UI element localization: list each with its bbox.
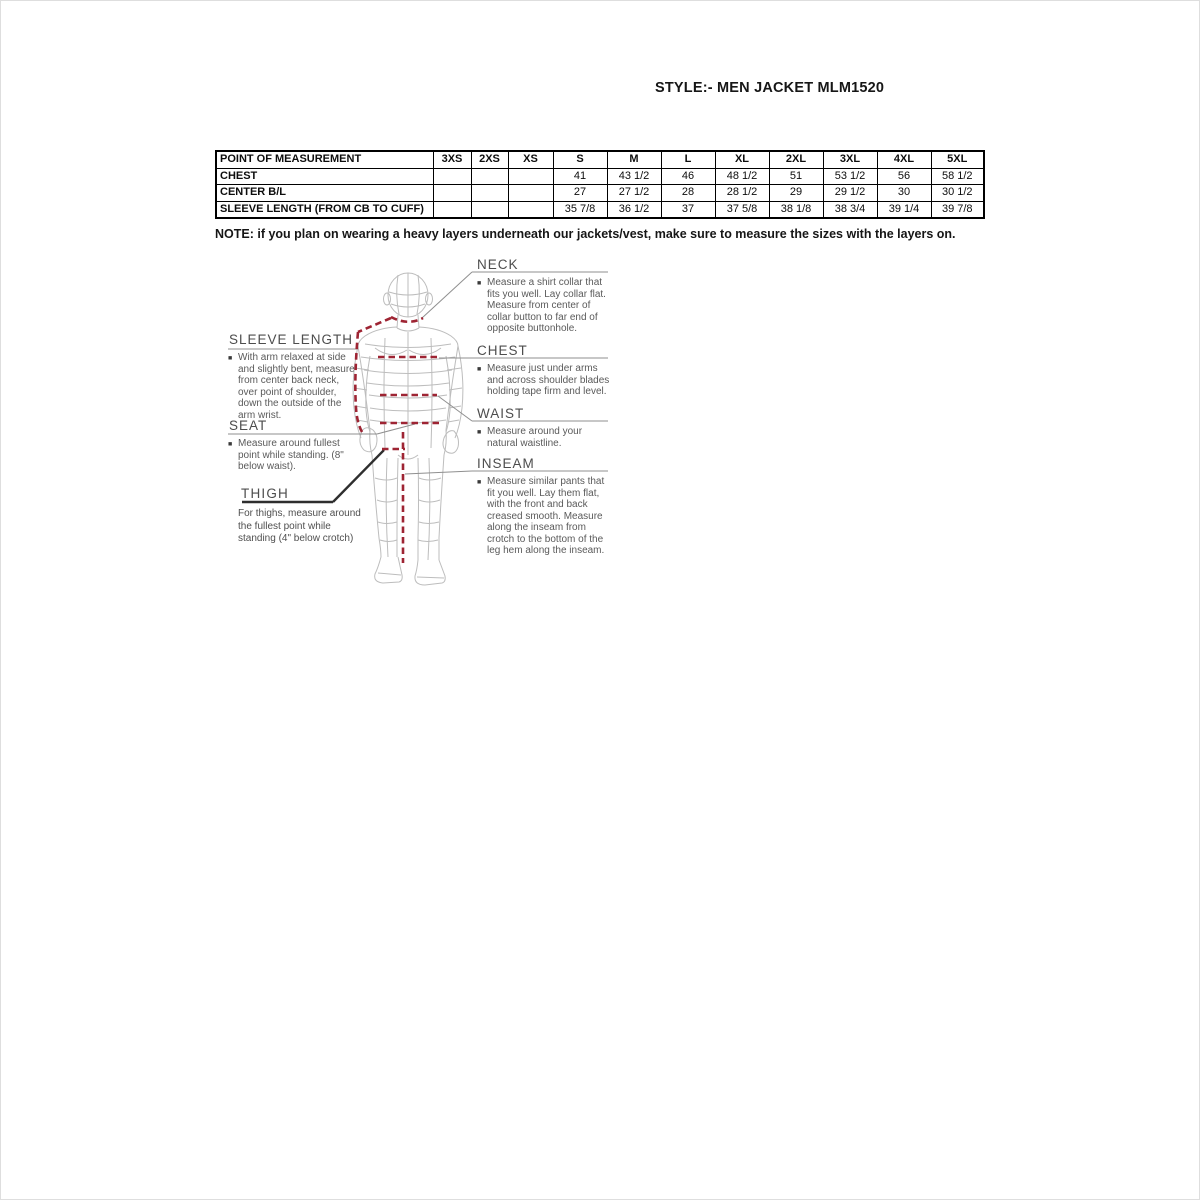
column-header-xs: XS <box>508 151 553 168</box>
section-chest <box>477 344 611 398</box>
column-header-point-of-measurement: POINT OF MEASUREMENT <box>216 151 433 168</box>
table-row <box>216 185 984 202</box>
table-row <box>216 168 984 185</box>
column-header-4xl: 4XL <box>877 151 931 168</box>
page-title: STYLE:- MEN JACKET MLM1520 <box>655 80 885 96</box>
cell <box>433 168 471 185</box>
section-seat-title: SEAT <box>229 418 268 433</box>
figure-wireframe <box>353 273 463 585</box>
column-header-2xl: 2XL <box>769 151 823 168</box>
cell <box>508 201 553 218</box>
cell: 48 1/2 <box>715 168 769 185</box>
cell <box>508 185 553 202</box>
section-inseam-title: INSEAM <box>477 456 535 471</box>
cell: 53 1/2 <box>823 168 877 185</box>
cell <box>433 201 471 218</box>
cell: 27 <box>553 185 607 202</box>
section-neck-text: Measure a shirt collar that fits you well. Lay collar flat. Measure from center of collar button to far end of opposite buttonhole. <box>487 277 606 334</box>
cell: 37 <box>661 201 715 218</box>
table-header-row <box>216 151 984 168</box>
bullet-square-icon: ■ <box>228 355 233 362</box>
section-seat <box>228 419 358 473</box>
section-thigh <box>238 487 366 546</box>
section-thigh-title: THIGH <box>241 486 289 501</box>
column-header-3xl: 3XL <box>823 151 877 168</box>
column-header-3xs: 3XS <box>433 151 471 168</box>
note-text: NOTE: if you plan on wearing a heavy layers underneath our jackets/vest, make sure to measure the sizes with the layers on. <box>215 227 956 241</box>
row-label-center-bl: CENTER B/L <box>216 185 433 202</box>
cell: 29 1/2 <box>823 185 877 202</box>
section-sleeve-length-title: SLEEVE LENGTH <box>229 332 354 347</box>
column-header-2xs: 2XS <box>471 151 508 168</box>
section-waist <box>477 407 611 449</box>
cell: 58 1/2 <box>931 168 984 185</box>
cell: 29 <box>769 185 823 202</box>
cell: 56 <box>877 168 931 185</box>
section-waist-title: WAIST <box>477 406 525 421</box>
column-header-xl: XL <box>715 151 769 168</box>
section-sleeve-length <box>228 333 358 421</box>
cell <box>433 185 471 202</box>
cell: 30 <box>877 185 931 202</box>
cell: 36 1/2 <box>607 201 661 218</box>
bullet-square-icon: ■ <box>228 441 233 448</box>
cell: 51 <box>769 168 823 185</box>
row-label-sleeve-length: SLEEVE LENGTH (FROM CB TO CUFF) <box>216 201 433 218</box>
cell <box>471 201 508 218</box>
bullet-square-icon: ■ <box>477 429 482 436</box>
cell <box>471 185 508 202</box>
cell: 46 <box>661 168 715 185</box>
measurement-diagram <box>215 248 615 588</box>
bullet-square-icon: ■ <box>477 280 482 287</box>
cell: 30 1/2 <box>931 185 984 202</box>
section-inseam-text: Measure similar pants that fit you well. Lay them flat, with the front and back creased smooth. Measure along the inseam from crotch to the bottom of the leg hem along the inseam. <box>487 476 605 556</box>
section-waist-text: Measure around your natural waistline. <box>487 426 583 449</box>
cell: 41 <box>553 168 607 185</box>
cell: 39 1/4 <box>877 201 931 218</box>
bullet-square-icon: ■ <box>477 479 482 486</box>
column-header-s: S <box>553 151 607 168</box>
bullet-square-icon: ■ <box>477 366 482 373</box>
cell: 28 <box>661 185 715 202</box>
column-header-5xl: 5XL <box>931 151 984 168</box>
column-header-l: L <box>661 151 715 168</box>
table-row <box>216 201 984 218</box>
section-chest-text: Measure just under arms and across shoulder blades holding tape firm and level. <box>487 363 610 397</box>
cell: 37 5/8 <box>715 201 769 218</box>
cell <box>508 168 553 185</box>
section-neck-title: NECK <box>477 257 519 272</box>
section-neck <box>477 258 611 335</box>
cell: 28 1/2 <box>715 185 769 202</box>
cell: 27 1/2 <box>607 185 661 202</box>
cell: 43 1/2 <box>607 168 661 185</box>
cell: 38 3/4 <box>823 201 877 218</box>
cell <box>471 168 508 185</box>
section-chest-title: CHEST <box>477 343 528 358</box>
section-thigh-text: For thighs, measure around the fullest point while standing (4" below crotch) <box>238 508 361 544</box>
section-sleeve-length-text: With arm relaxed at side and slightly bent, measure from center back neck, over point of shoulder, down the outside of the arm wrist. <box>238 352 355 421</box>
cell: 38 1/8 <box>769 201 823 218</box>
section-seat-text: Measure around fullest point while standing. (8" below waist). <box>238 438 344 472</box>
column-header-m: M <box>607 151 661 168</box>
section-inseam <box>477 457 611 557</box>
cell: 35 7/8 <box>553 201 607 218</box>
size-chart-table <box>215 150 985 219</box>
row-label-chest: CHEST <box>216 168 433 185</box>
cell: 39 7/8 <box>931 201 984 218</box>
